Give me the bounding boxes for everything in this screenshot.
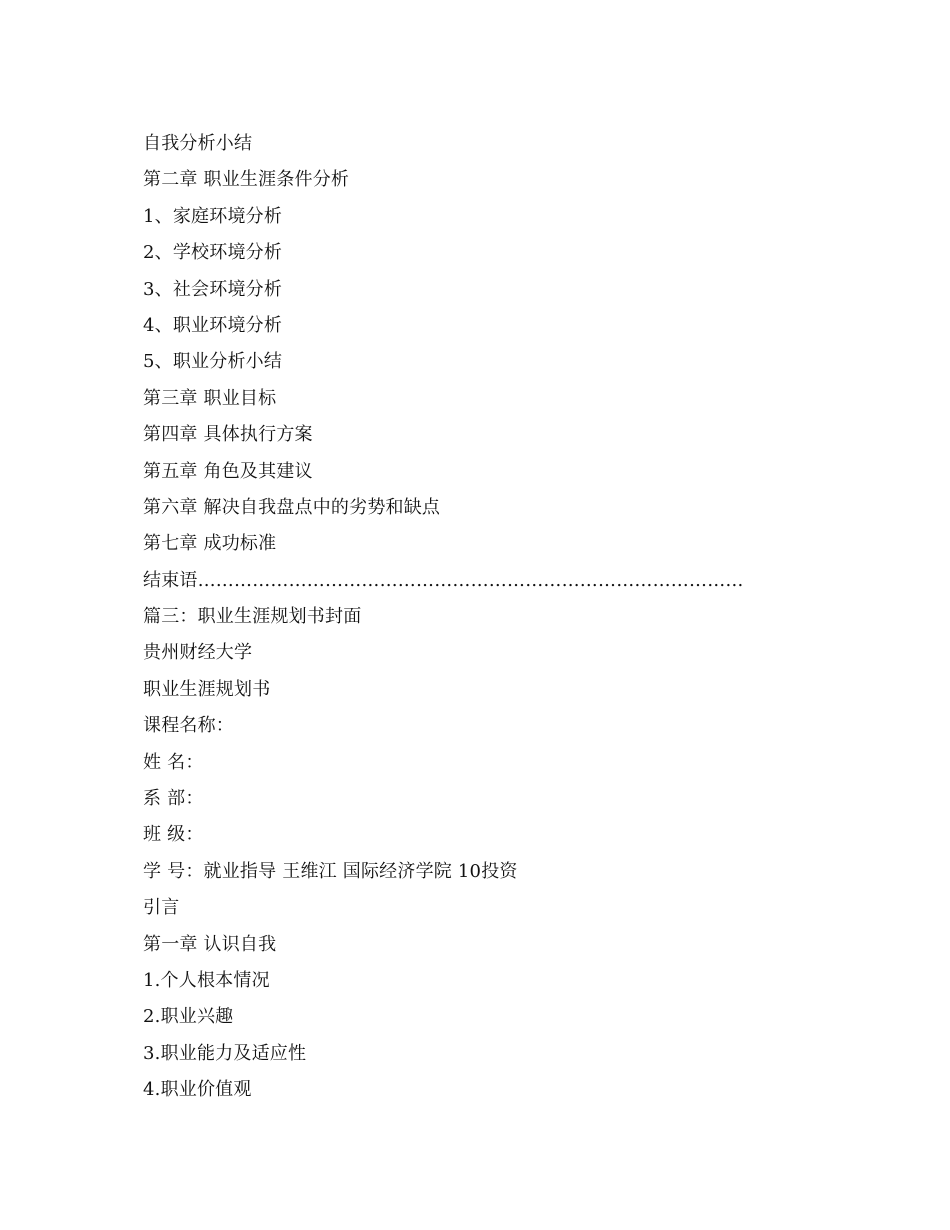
text-line: 4、职业环境分析 [143, 314, 283, 336]
text-line: 4.职业价值观 [143, 1079, 252, 1101]
university-name: 贵州财经大学 [143, 642, 253, 664]
chapter-heading: 第一章 认识自我 [143, 933, 277, 955]
chapter-heading: 第七章 成功标准 [143, 533, 277, 555]
text-line: 3、社会环境分析 [143, 278, 283, 300]
text-line: 自我分析小结 [143, 133, 253, 154]
text-line: 5、职业分析小结 [143, 351, 283, 373]
class-field: 班 级： [143, 824, 204, 846]
text-line: 2.职业兴趣 [143, 1006, 234, 1028]
section-heading: 篇三：职业生涯规划书封面 [143, 606, 362, 628]
document-body [143, 126, 863, 1109]
chapter-heading: 第五章 角色及其建议 [143, 460, 313, 482]
document-title: 职业生涯规划书 [143, 678, 271, 700]
chapter-heading: 第六章 解决自我盘点中的劣势和缺点 [143, 496, 441, 518]
closing-line: 结束语……………………………………………………………………………… [143, 569, 744, 591]
student-id-field: 学 号：就业指导 王维江 国际经济学院 10投资 [143, 860, 518, 882]
text-line: 2、学校环境分析 [143, 242, 283, 264]
chapter-heading: 第三章 职业目标 [143, 387, 277, 409]
text-line: 1.个人根本情况 [143, 969, 270, 991]
chapter-heading: 第二章 职业生涯条件分析 [143, 169, 350, 191]
course-name-field: 课程名称： [143, 715, 234, 737]
department-field: 系 部： [143, 788, 204, 810]
text-line: 3.职业能力及适应性 [143, 1042, 307, 1064]
chapter-heading: 第四章 具体执行方案 [143, 424, 313, 446]
text-line: 1、家庭环境分析 [143, 205, 283, 227]
name-field: 姓 名： [143, 751, 204, 773]
intro-heading: 引言 [143, 897, 180, 919]
